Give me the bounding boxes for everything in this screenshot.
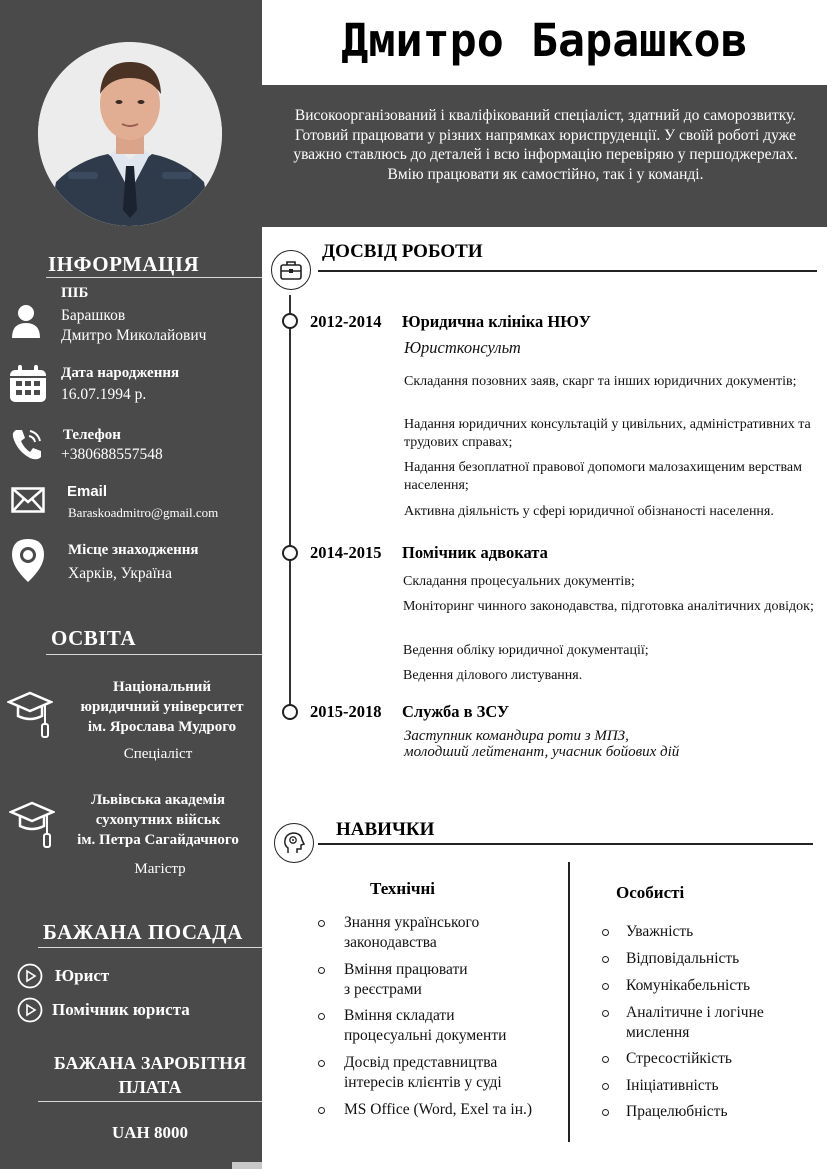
skill-item-4-line1: Досвід представництва xyxy=(344,1054,498,1071)
position-section-title: БАЖАНА ПОСАДА xyxy=(43,920,243,944)
skill-item-4-line2: мислення xyxy=(626,1024,690,1041)
experience-section-rule xyxy=(318,270,817,272)
brain-head-icon xyxy=(274,823,314,863)
skill-item-6-line1: Ініціативність xyxy=(626,1077,719,1094)
job-2-duty-2: Моніторинг чинного законодавства, підготовка аналітичних довідок; xyxy=(403,599,814,614)
job-1-duty-2: Надання юридичних консультацій у цивільних, адміністративних та трудових справах; xyxy=(404,417,811,450)
skill-bullet xyxy=(602,1083,609,1090)
skill-item-2-line2: з реєстрами xyxy=(344,981,422,998)
info-section-title: ІНФОРМАЦІЯ xyxy=(48,252,200,276)
job-2-duty-3: Ведення обліку юридичної документації; xyxy=(403,643,649,658)
skill-item-3-line1: Комунікабельність xyxy=(626,977,751,994)
job-3-organization: Служба в ЗСУ xyxy=(402,702,510,721)
skill-bullet xyxy=(318,920,325,927)
info-section-rule xyxy=(46,277,262,278)
job-1-duty-1: Складання позовних заяв, скарг та інших юридичних документів; xyxy=(404,374,797,389)
salary-title-line1: БАЖАНА ЗАРОБІТНЯ xyxy=(53,1053,247,1073)
job-2-period: 2014-2015 xyxy=(310,543,382,562)
education-section-title: ОСВІТА xyxy=(51,626,137,650)
skills-column-divider xyxy=(568,862,570,1142)
job-1-duty-3: Надання безоплатної правової допомоги малозахищеним верствам населення; xyxy=(404,460,802,493)
skill-item-1-line2: законодавства xyxy=(344,934,437,951)
education-1-line3: ім. Ярослава Мудрого xyxy=(87,719,237,735)
birth-date-value: 16.07.1994 р. xyxy=(61,386,147,403)
summary-text: Високоорганізований і кваліфікований спеціаліст, здатний до саморозвитку. Готовий працювати у різних напрямках юриспруденції. У своїй роботі дуже уважно ставлюсь до деталей і всю інформацію перевіряю у першоджерелах. Вмію працювати як самостійно, так і у команді. xyxy=(293,107,798,183)
skill-bullet xyxy=(318,1013,325,1020)
salary-value: UAH 8000 xyxy=(111,1123,189,1142)
salary-title-line2: ПЛАТА xyxy=(118,1077,182,1097)
skills-section-title: НАВИЧКИ xyxy=(336,819,435,840)
job-1-organization: Юридична клініка НЮУ xyxy=(402,312,591,331)
education-1-line2: юридичний університет xyxy=(80,699,244,715)
experience-section-title: ДОСВІД РОБОТИ xyxy=(322,241,483,262)
job-1-period: 2012-2014 xyxy=(310,312,382,331)
skill-bullet xyxy=(602,929,609,936)
skill-item-4-line2: інтересів клієнтів у суді xyxy=(344,1074,502,1091)
position-2: Помічник юриста xyxy=(52,1000,190,1019)
salary-section-rule xyxy=(38,1101,262,1102)
profile-photo xyxy=(38,42,222,226)
skill-item-3-line1: Вміння складати xyxy=(344,1007,455,1024)
skill-item-2-line1: Вміння працювати xyxy=(344,961,468,978)
position-section-rule xyxy=(38,947,262,948)
job-3-role-line2: молодший лейтенант, учасник бойових дій xyxy=(404,744,680,760)
email-value[interactable]: Baraskoadmitro@gmail.com xyxy=(68,505,219,520)
location-label: Місце знаходження xyxy=(68,542,199,558)
pib-label: ПІБ xyxy=(61,285,89,301)
phone-icon xyxy=(11,427,43,466)
email-label: Email xyxy=(67,483,108,500)
job-2-duty-4: Ведення ділового листування. xyxy=(403,668,583,683)
phone-value: +380688557548 xyxy=(61,446,163,463)
phone-label: Телефон xyxy=(63,427,121,443)
skill-bullet xyxy=(602,983,609,990)
skills-section-rule xyxy=(318,843,813,845)
education-2-line3: ім. Петра Сагайдачного xyxy=(77,832,239,848)
skill-item-2-line1: Відповідальність xyxy=(626,950,740,967)
skill-bullet xyxy=(318,1060,325,1067)
job-3-period: 2015-2018 xyxy=(310,702,382,721)
technical-skills-title: Технічні xyxy=(370,879,436,898)
play-circle-icon xyxy=(17,963,43,994)
skill-item-5-line1: MS Office (Word, Exel та ін.) xyxy=(344,1101,533,1118)
graduation-cap-icon xyxy=(7,690,53,745)
personal-skills-title: Особисті xyxy=(616,883,685,902)
skill-bullet xyxy=(602,956,609,963)
education-2-line2: сухопутних військ xyxy=(95,812,221,828)
timeline-dot xyxy=(282,704,298,720)
skill-item-5-line1: Стресостійкість xyxy=(626,1050,732,1067)
location-value: Харків, Україна xyxy=(68,565,172,582)
education-1-degree: Спеціаліст xyxy=(123,746,193,762)
location-pin-icon xyxy=(10,537,46,588)
skill-bullet xyxy=(318,1107,325,1114)
sidebar-corner-stripe xyxy=(232,1162,262,1169)
timeline-line xyxy=(289,295,291,715)
skill-item-7-line1: Працелюбність xyxy=(626,1103,728,1120)
skill-item-4-line1: Аналітичне і логічне xyxy=(626,1004,764,1021)
play-circle-icon xyxy=(17,997,43,1028)
education-1-line1: Національний xyxy=(112,679,212,695)
briefcase-icon xyxy=(271,250,311,290)
skill-bullet xyxy=(318,967,325,974)
candidate-name: Дмитро Барашков xyxy=(341,14,748,67)
skill-bullet xyxy=(602,1056,609,1063)
email-icon xyxy=(11,487,45,518)
education-2-degree: Магістр xyxy=(134,861,186,877)
skill-item-1-line1: Уважність xyxy=(626,923,694,940)
skill-item-3-line2: процесуальні документи xyxy=(344,1027,507,1044)
job-2-duty-1: Складання процесуальних документів; xyxy=(403,574,635,589)
pib-given-names: Дмитро Миколайович xyxy=(61,327,207,344)
skill-bullet xyxy=(602,1109,609,1116)
skill-bullet xyxy=(602,1010,609,1017)
timeline-dot xyxy=(282,313,298,329)
education-2-line1: Львівська академія xyxy=(90,792,226,808)
job-2-organization: Помічник адвоката xyxy=(402,543,548,562)
job-1-duty-4: Активна діяльність у сфері юридичної обізнаності населення. xyxy=(404,504,774,519)
calendar-icon xyxy=(8,364,48,409)
job-1-role: Юристконсульт xyxy=(404,338,521,357)
person-icon xyxy=(10,303,42,344)
job-3-role-line1: Заступник командира роти з МПЗ, xyxy=(404,728,629,744)
birth-date-label: Дата народження xyxy=(61,365,180,381)
education-section-rule xyxy=(46,654,262,655)
skill-item-1-line1: Знання українського xyxy=(344,914,480,931)
pib-surname: Барашков xyxy=(61,307,126,324)
graduation-cap-icon xyxy=(9,800,55,855)
position-1: Юрист xyxy=(55,966,110,985)
timeline-dot xyxy=(282,545,298,561)
